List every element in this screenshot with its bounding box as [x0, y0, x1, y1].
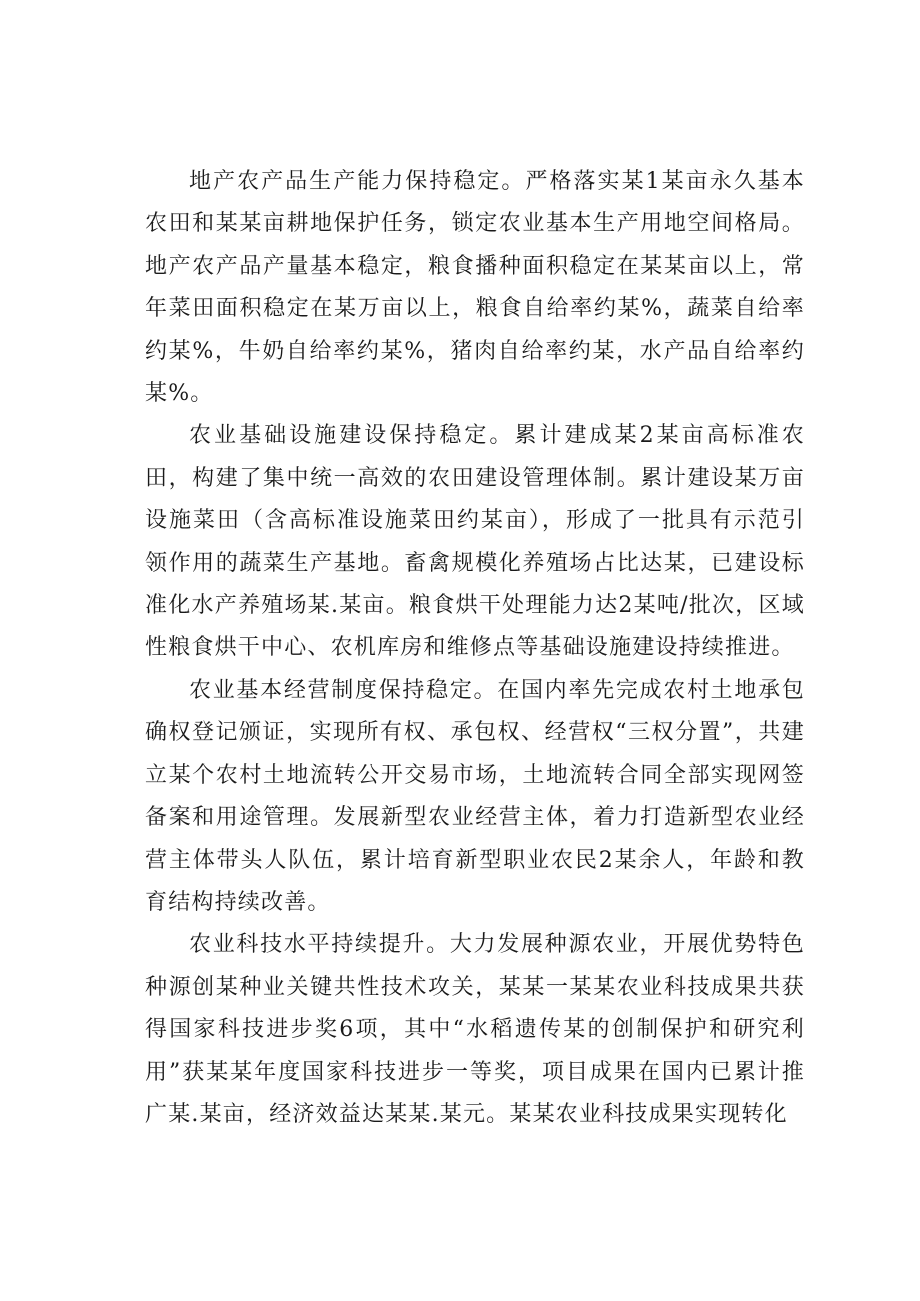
paragraph-production-capacity: 地产农产品生产能力保持稳定。严格落实某1某亩永久基本农田和某某亩耕地保护任务，锁定农业基本生产用地空间格局。地产农产品产量基本稳定，粮食播种面积稳定在某某亩以上，常年菜田面积稳定在某万亩以上，粮食自给率约某%，蔬菜自给率约某%，牛奶自给率约某%，猪肉自给率约某，水产品自给率约某%。	[145, 169, 805, 407]
document-body	[145, 161, 805, 1136]
paragraph-management-system: 农业基本经营制度保持稳定。在国内率先完成农村土地承包确权登记颁证，实现所有权、承包权、经营权“三权分置”，共建立某个农村土地流转公开交易市场，土地流转合同全部实现网签备案和用途管理。发展新型农业经营主体，着力打造新型农业经营主体带头人队伍，累计培育新型职业农民2某余人，年龄和教育结构持续改善。	[145, 677, 805, 915]
paragraph-infrastructure: 农业基础设施建设保持稳定。累计建成某2某亩高标准农田，构建了集中统一高效的农田建设管理体制。累计建设某万亩设施菜田（含高标准设施菜田约某亩），形成了一批具有示范引领作用的蔬菜生产基地。畜禽规模化养殖场占比达某，已建设标准化水产养殖场某.某亩。粮食烘干处理能力达2某吨/批次，区域性粮食烘干中心、农机库房和维修点等基础设施建设持续推进。	[145, 423, 805, 661]
paragraph-technology: 农业科技水平持续提升。大力发展种源农业，开展优势特色种源创某种业关键共性技术攻关，某某一某某农业科技成果共获得国家科技进步奖6项，其中“水稻遗传某的创制保护和研究利用”获某某年度国家科技进步一等奖，项目成果在国内已累计推广某.某亩，经济效益达某某.某元。某某农业科技成果实现转化	[145, 932, 805, 1127]
